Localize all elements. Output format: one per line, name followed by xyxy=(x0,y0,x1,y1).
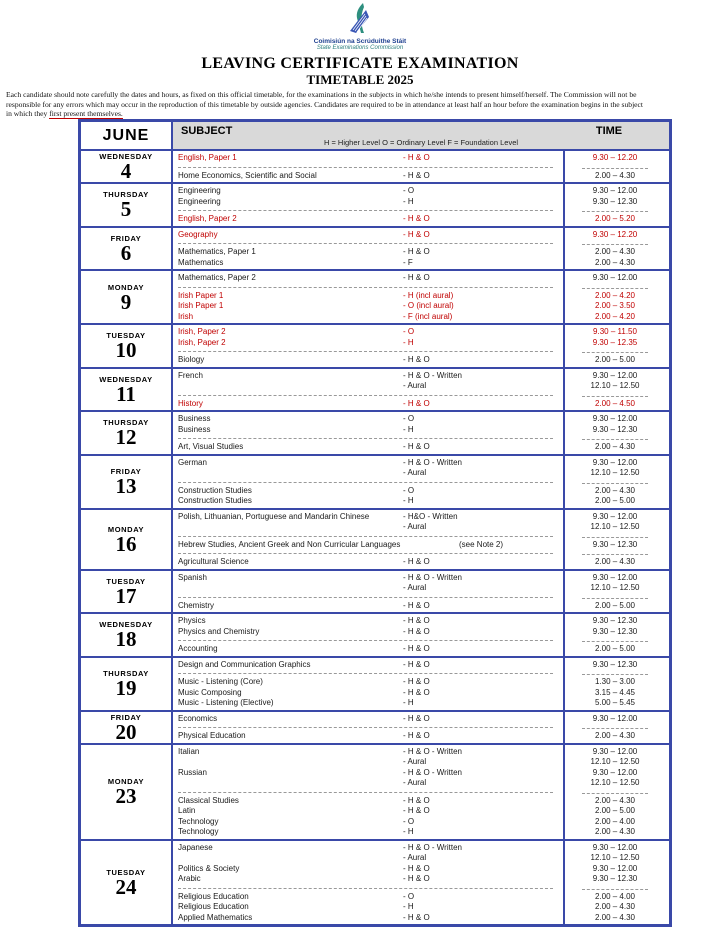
day-date: 9 xyxy=(120,289,132,314)
exam-subject: Construction Studies xyxy=(178,496,252,505)
exam-subject: Physics xyxy=(178,616,206,625)
day-date: 18 xyxy=(115,627,137,652)
day-row xyxy=(81,839,669,925)
exam-subject: Technology xyxy=(178,816,219,826)
exam-subject: Irish xyxy=(178,311,194,321)
exam-time: 2.00 – 5.00 xyxy=(594,600,636,610)
exam-time: 9.30 – 12.35 xyxy=(592,337,638,347)
exam-subject: Technology xyxy=(178,827,219,836)
exam-level: - H & O xyxy=(403,863,430,873)
session-separator-time xyxy=(563,348,667,355)
day-exams xyxy=(173,456,669,508)
exam-subject: Religious Education xyxy=(178,891,249,901)
session-separator-time xyxy=(563,789,667,796)
exam-time: 12.10 – 12.50 xyxy=(590,757,640,766)
exam-level: - H xyxy=(403,496,414,505)
day-name: FRIDAY xyxy=(110,233,142,243)
day-exams xyxy=(173,151,669,182)
exam-time: 12.10 – 12.50 xyxy=(590,381,640,390)
day-row xyxy=(81,410,669,454)
exam-level: - H & O xyxy=(403,874,430,883)
session-separator-time xyxy=(563,670,667,677)
exam-subject: Design and Communication Graphics xyxy=(178,659,311,669)
exam-time: 9.30 – 12.30 xyxy=(592,616,638,625)
exam-subject: Music - Listening (Elective) xyxy=(178,698,274,707)
session-separator xyxy=(173,164,563,171)
exam-subject: Politics & Society xyxy=(178,863,240,873)
day-row xyxy=(81,323,669,367)
level-legend: H = Higher Level O = Ordinary Level F = Foundation Level xyxy=(323,138,519,147)
exam-level: - H & O xyxy=(403,214,430,223)
day-name: TUESDAY xyxy=(106,576,146,586)
session-separator-time xyxy=(563,550,667,557)
exam-level: - Aural xyxy=(403,757,427,766)
exam-time: 9.30 – 12.00 xyxy=(592,414,638,423)
timetable xyxy=(78,119,672,927)
exam-level: (see Note 2) xyxy=(459,539,504,549)
exam-level: - H & O xyxy=(403,398,430,408)
day-name: THURSDAY xyxy=(103,418,149,428)
exam-level: - O xyxy=(403,816,415,826)
day-cell xyxy=(81,369,173,411)
exam-subject xyxy=(173,778,403,789)
exam-level: - H xyxy=(403,196,414,206)
exam-level: - H xyxy=(403,827,414,836)
exam-subject: Art, Visual Studies xyxy=(178,442,244,451)
org-name-irish: Coimisiún na Scrúduithe Stáit xyxy=(313,38,407,45)
exam-level: - H & O xyxy=(403,687,430,697)
exam-level: - O xyxy=(403,327,415,336)
page-title: LEAVING CERTIFICATE EXAMINATION xyxy=(201,55,519,72)
exam-time: 2.00 – 4.30 xyxy=(594,442,636,451)
exam-subject: History xyxy=(178,398,203,408)
exam-time: 2.00 – 4.00 xyxy=(594,891,636,901)
month-header-cell: JUNE xyxy=(81,122,173,149)
disclaimer-line-2: responsible for any errors which may occur in the reproduction of this timetable by outside agencies. Candidates are required to be in attendance at least half an hour before the examination begins in the subject xyxy=(6,99,644,109)
day-cell xyxy=(81,510,173,569)
exam-subject: Japanese xyxy=(178,842,213,852)
exam-subject: English, Paper 1 xyxy=(178,153,237,162)
exam-level: - H & O xyxy=(403,731,430,740)
exam-time: 9.30 – 12.00 xyxy=(592,186,638,195)
day-name: MONDAY xyxy=(107,282,145,292)
exam-time: 12.10 – 12.50 xyxy=(590,778,640,787)
exam-level: - H & O xyxy=(403,795,430,805)
exam-level: - H & O xyxy=(403,644,430,653)
column-headers-cell xyxy=(173,122,669,149)
day-exams xyxy=(173,658,669,710)
exam-level: - H & O xyxy=(403,806,430,815)
exam-subject: Construction Studies xyxy=(178,485,252,495)
exam-subject: Hebrew Studies, Ancient Greek and Non Curricular Languages xyxy=(178,539,401,549)
exam-subject: Irish, Paper 2 xyxy=(178,327,226,336)
exam-level: - Aural xyxy=(403,853,427,862)
exam-time: 2.00 – 5.20 xyxy=(594,214,636,223)
exam-subject: Polish, Lithuanian, Portuguese and Mandarin Chinese xyxy=(178,511,370,521)
day-row xyxy=(81,182,669,226)
exam-time: 9.30 – 12.00 xyxy=(592,863,638,873)
day-name: TUESDAY xyxy=(106,867,146,877)
day-cell xyxy=(81,456,173,508)
session-separator xyxy=(173,435,563,442)
exam-time: 9.30 – 12.30 xyxy=(592,874,638,883)
exam-subject: Arabic xyxy=(178,874,201,883)
session-separator-time xyxy=(563,207,667,214)
exam-subject: Mathematics xyxy=(178,257,224,267)
exam-time: 2.00 – 4.30 xyxy=(594,731,636,740)
session-separator-time xyxy=(563,435,667,442)
day-name: THURSDAY xyxy=(103,190,149,200)
exam-time: 12.10 – 12.50 xyxy=(590,583,640,592)
exam-subject: English, Paper 2 xyxy=(178,214,237,223)
exam-level: - H & O xyxy=(403,626,430,636)
day-row xyxy=(81,367,669,411)
day-exams xyxy=(173,184,669,226)
session-separator xyxy=(173,207,563,214)
exam-level: - H & O xyxy=(403,713,430,723)
exam-subject xyxy=(173,583,403,594)
day-exams xyxy=(173,325,669,367)
day-row xyxy=(81,149,669,182)
session-separator xyxy=(173,240,563,247)
session-separator xyxy=(173,637,563,644)
exam-time: 9.30 – 12.30 xyxy=(592,539,638,549)
exam-time: 9.30 – 12.00 xyxy=(592,511,638,521)
day-date: 13 xyxy=(115,474,137,498)
disclaimer-line-1: Each candidate should note carefully the dates and hours, as fixed on this official timetable, for the examinations in the subjects in which he/she intends to present himself/herself. The Commission will not be xyxy=(6,90,637,99)
session-separator-time xyxy=(563,240,667,247)
day-cell xyxy=(81,658,173,710)
day-cell xyxy=(81,271,173,323)
day-exams xyxy=(173,841,669,925)
exam-time: 2.00 – 4.30 xyxy=(594,795,636,805)
session-separator xyxy=(173,348,563,355)
exam-level: - H & O xyxy=(403,273,430,282)
session-separator xyxy=(173,479,563,486)
day-cell xyxy=(81,228,173,270)
exam-level: - H & O - Written xyxy=(403,572,462,582)
day-row xyxy=(81,612,669,656)
day-date: 6 xyxy=(120,240,132,265)
exam-time: 2.00 – 5.00 xyxy=(594,355,636,364)
exam-subject xyxy=(173,468,403,479)
exam-subject: Agricultural Science xyxy=(178,557,249,566)
exam-subject: Business xyxy=(178,414,211,423)
exam-time: 9.30 – 11.50 xyxy=(593,327,637,336)
day-row xyxy=(81,269,669,323)
session-separator xyxy=(173,392,563,399)
exam-time: 12.10 – 12.50 xyxy=(590,468,640,477)
exam-time: 2.00 – 4.00 xyxy=(594,816,636,826)
day-date: 12 xyxy=(115,425,137,450)
time-column-header: TIME xyxy=(595,125,623,137)
exam-subject: Latin xyxy=(178,806,196,815)
exam-level: - H&O - Written xyxy=(403,511,458,521)
exam-level: - H & O - Written xyxy=(403,767,462,777)
exam-level: - H & O xyxy=(403,600,430,610)
session-separator-time xyxy=(563,637,667,644)
session-separator-time xyxy=(563,164,667,171)
time-column-divider xyxy=(563,149,565,924)
day-date: 23 xyxy=(115,784,137,808)
exam-time: 12.10 – 12.50 xyxy=(590,853,640,862)
exam-time: 9.30 – 12.30 xyxy=(592,659,638,669)
exam-time: 9.30 – 12.00 xyxy=(592,572,638,582)
exam-subject: Mathematics, Paper 1 xyxy=(178,247,256,256)
exam-level: - F xyxy=(403,257,413,267)
exam-level: - H & O - Written xyxy=(403,842,462,852)
day-name: MONDAY xyxy=(107,777,145,786)
exam-subject: Physical Education xyxy=(178,731,246,740)
exam-level: - H & O xyxy=(403,677,430,686)
disclaimer-underlined-text: first present themselves. xyxy=(49,109,123,118)
session-separator-time xyxy=(563,594,667,601)
session-separator-time xyxy=(563,479,667,486)
exam-level: - Aural xyxy=(403,468,427,477)
day-exams xyxy=(173,228,669,270)
day-name: FRIDAY xyxy=(110,467,142,476)
exam-time: 9.30 – 12.00 xyxy=(592,273,638,282)
exam-subject: French xyxy=(178,370,203,380)
session-separator xyxy=(173,550,563,557)
session-separator-time xyxy=(563,284,667,291)
day-name: WEDNESDAY xyxy=(99,620,153,630)
exam-time: 2.00 – 4.30 xyxy=(594,912,636,922)
exam-level: - H & O xyxy=(403,355,430,364)
exam-level: - H & O xyxy=(403,153,430,162)
session-separator xyxy=(173,284,563,291)
exam-time: 2.00 – 4.30 xyxy=(594,485,636,495)
day-date: 24 xyxy=(115,874,137,899)
exam-subject: Geography xyxy=(178,229,218,239)
exam-subject: Applied Mathematics xyxy=(178,912,253,922)
day-exams xyxy=(173,412,669,454)
session-separator-time xyxy=(563,724,667,731)
disclaimer-line-3: in which they first present themselves. xyxy=(6,109,123,118)
day-cell xyxy=(81,745,173,839)
day-date: 4 xyxy=(120,159,132,183)
exam-subject: Music - Listening (Core) xyxy=(178,677,263,686)
day-exams xyxy=(173,712,669,743)
day-exams xyxy=(173,571,669,613)
day-date: 11 xyxy=(116,381,136,406)
exam-subject: Economics xyxy=(178,713,218,723)
session-separator xyxy=(173,533,563,540)
exam-level: - H & O xyxy=(403,170,430,180)
exam-time: 9.30 – 12.30 xyxy=(592,424,638,434)
day-exams xyxy=(173,745,669,839)
day-name: FRIDAY xyxy=(110,712,142,722)
exam-subject: German xyxy=(178,457,207,467)
day-name: TUESDAY xyxy=(106,331,146,341)
session-separator xyxy=(173,594,563,601)
day-cell xyxy=(81,712,173,743)
session-separator xyxy=(173,724,563,731)
exam-level: - H xyxy=(403,698,414,707)
day-row xyxy=(81,710,669,743)
timetable-body xyxy=(81,149,669,924)
exam-level: - H & O xyxy=(403,616,430,625)
exam-subject: Biology xyxy=(178,355,205,364)
exam-time: 9.30 – 12.00 xyxy=(592,842,638,852)
session-separator-time xyxy=(563,885,667,892)
exam-level: - O (incl aural) xyxy=(403,301,454,310)
exam-time: 3.15 – 4.45 xyxy=(594,687,636,697)
page-header xyxy=(0,0,720,87)
exam-time: 9.30 – 12.00 xyxy=(592,713,638,723)
exam-time: 2.00 – 5.00 xyxy=(594,496,636,505)
exam-subject xyxy=(173,853,403,864)
day-cell xyxy=(81,841,173,925)
day-exams xyxy=(173,614,669,656)
day-date: 10 xyxy=(115,338,137,363)
day-date: 16 xyxy=(115,531,137,556)
day-name: THURSDAY xyxy=(103,669,149,678)
exam-subject: Irish Paper 1 xyxy=(178,301,224,310)
day-name: WEDNESDAY xyxy=(99,152,153,161)
day-name: MONDAY xyxy=(107,524,145,534)
exam-subject: Russian xyxy=(178,767,207,777)
exam-level: - H xyxy=(403,337,414,347)
exam-time: 2.00 – 4.30 xyxy=(594,827,636,836)
exam-time: 2.00 – 4.30 xyxy=(594,557,636,566)
exam-level: - O xyxy=(403,414,415,423)
exam-time: 9.30 – 12.00 xyxy=(592,767,638,777)
exam-subject: Italian xyxy=(178,746,200,756)
day-date: 20 xyxy=(115,719,137,744)
exam-time: 12.10 – 12.50 xyxy=(590,522,640,531)
exam-time: 2.00 – 4.30 xyxy=(594,247,636,256)
exam-subject: Engineering xyxy=(178,186,221,195)
exam-level: - H & O xyxy=(403,557,430,566)
exam-time: 2.00 – 4.30 xyxy=(594,257,636,267)
exam-subject xyxy=(173,381,403,392)
exam-level: - O xyxy=(403,186,415,195)
day-exams xyxy=(173,271,669,323)
day-cell xyxy=(81,614,173,656)
exam-level: - H xyxy=(403,424,414,434)
exam-level: - H & O xyxy=(403,442,430,451)
day-date: 17 xyxy=(115,583,137,608)
exam-subject: Music Composing xyxy=(178,687,242,697)
exam-subject: Classical Studies xyxy=(178,795,239,805)
exam-subject: Home Economics, Scientific and Social xyxy=(178,170,317,180)
exam-time: 2.00 – 5.00 xyxy=(594,644,636,653)
exam-level: - H & O xyxy=(403,247,430,256)
day-exams xyxy=(173,369,669,411)
day-row xyxy=(81,508,669,569)
exam-subject: Physics and Chemistry xyxy=(178,626,260,636)
exam-subject: Spanish xyxy=(178,572,207,582)
day-cell xyxy=(81,571,173,613)
exam-time: 9.30 – 12.20 xyxy=(592,153,638,162)
exam-subject: Religious Education xyxy=(178,902,249,911)
day-row xyxy=(81,656,669,710)
sec-harp-logo-icon xyxy=(339,2,381,38)
day-date: 5 xyxy=(120,197,132,222)
exam-level: - H xyxy=(403,902,414,911)
exam-subject: Chemistry xyxy=(178,600,215,610)
exam-level: - Aural xyxy=(403,381,427,390)
exam-time: 9.30 – 12.00 xyxy=(592,457,638,467)
day-name: WEDNESDAY xyxy=(99,374,153,384)
day-cell xyxy=(81,184,173,226)
exam-subject xyxy=(173,522,403,533)
exam-subject: Irish, Paper 2 xyxy=(178,337,226,347)
day-row xyxy=(81,226,669,270)
day-exams xyxy=(173,510,669,569)
exam-time: 2.00 – 4.20 xyxy=(594,311,636,321)
disclaimer-paragraph xyxy=(6,90,720,119)
exam-level: - H & O - Written xyxy=(403,457,462,467)
exam-level: - Aural xyxy=(403,583,427,592)
exam-level: - Aural xyxy=(403,778,427,787)
exam-time: 2.00 – 4.30 xyxy=(594,902,636,911)
exam-subject: Mathematics, Paper 2 xyxy=(178,273,256,282)
session-separator xyxy=(173,789,563,796)
exam-level: - Aural xyxy=(403,522,427,531)
exam-level: - O xyxy=(403,891,415,901)
session-separator xyxy=(173,670,563,677)
exam-level: - H & O xyxy=(403,659,430,669)
day-row xyxy=(81,743,669,839)
day-row xyxy=(81,454,669,508)
exam-time: 9.30 – 12.30 xyxy=(592,626,638,636)
exam-time: 2.00 – 4.50 xyxy=(594,398,636,408)
exam-subject xyxy=(173,757,403,768)
exam-subject: Irish Paper 1 xyxy=(178,290,224,300)
exam-level: - H & O xyxy=(403,912,430,922)
day-row xyxy=(81,569,669,613)
subject-column-header: SUBJECT xyxy=(181,125,233,137)
exam-subject: Business xyxy=(178,424,211,434)
exam-subject: Accounting xyxy=(178,644,218,653)
session-separator xyxy=(173,885,563,892)
exam-time: 2.00 – 4.20 xyxy=(594,290,636,300)
exam-level: - F (incl aural) xyxy=(403,311,453,321)
page-subtitle: TIMETABLE 2025 xyxy=(306,72,414,87)
exam-level: - H & O - Written xyxy=(403,746,462,756)
org-name-english: State Examinations Commission xyxy=(316,45,404,51)
exam-time: 2.00 – 3.50 xyxy=(594,301,636,310)
exam-time: 9.30 – 12.00 xyxy=(592,746,638,756)
day-cell xyxy=(81,325,173,367)
timetable-header xyxy=(81,122,669,149)
exam-level: - H (incl aural) xyxy=(403,290,454,300)
exam-time: 9.30 – 12.30 xyxy=(592,196,638,206)
exam-level: - H & O xyxy=(403,229,430,239)
exam-time: 9.30 – 12.20 xyxy=(592,229,638,239)
session-separator-time xyxy=(563,533,667,540)
exam-subject: Engineering xyxy=(178,196,221,206)
exam-level: - H & O - Written xyxy=(403,370,462,380)
day-cell xyxy=(81,151,173,182)
exam-level: - O xyxy=(403,485,415,495)
session-separator-time xyxy=(563,392,667,399)
day-cell xyxy=(81,412,173,454)
exam-time: 2.00 – 5.00 xyxy=(594,806,636,815)
day-date: 19 xyxy=(115,676,137,700)
exam-time: 1.30 – 3.00 xyxy=(594,677,636,686)
exam-time: 9.30 – 12.00 xyxy=(592,370,638,380)
exam-time: 5.00 – 5.45 xyxy=(594,698,636,707)
exam-time: 2.00 – 4.30 xyxy=(594,170,636,180)
